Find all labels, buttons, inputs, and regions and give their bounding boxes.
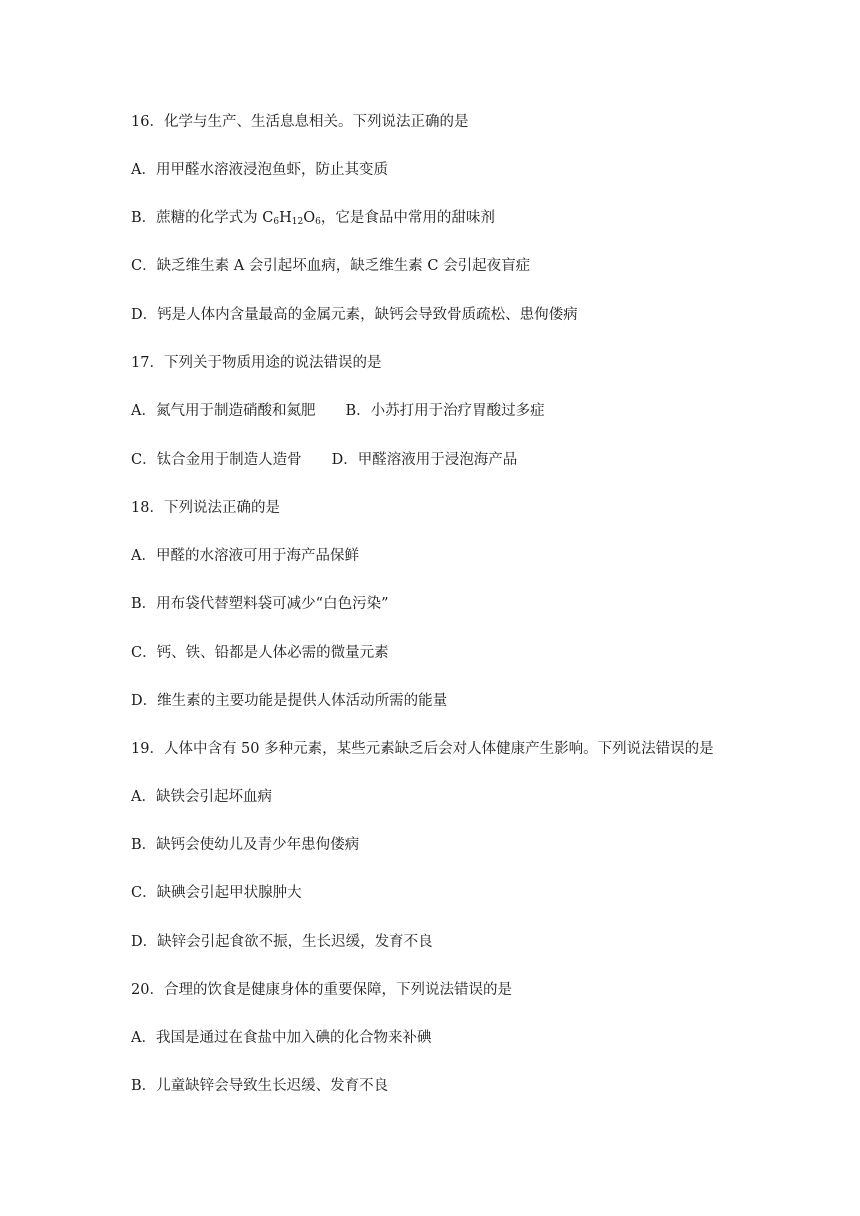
question-18-option-d: D．维生素的主要功能是提供人体活动所需的能量 xyxy=(131,693,448,709)
question-17-option-b: B．小苏打用于治疗胃酸过多症 xyxy=(345,403,545,419)
question-18-stem: 18．下列说法正确的是 xyxy=(131,500,280,516)
subscript-carbon: 6 xyxy=(273,217,280,227)
question-16-option-a: A．用甲醛水溶液浸泡鱼虾，防止其变质 xyxy=(131,162,388,178)
question-16-option-c: C．缺乏维生素 A 会引起坏血病，缺乏维生素 C 会引起夜盲症 xyxy=(131,258,531,274)
element-oxygen: O xyxy=(303,210,316,226)
subscript-hydrogen: 12 xyxy=(291,217,304,227)
question-17-stem: 17．下列关于物质用途的说法错误的是 xyxy=(131,355,382,371)
question-16-option-d: D．钙是人体内含量最高的金属元素，缺钙会导致骨质疏松、患佝偻病 xyxy=(131,307,578,323)
question-19-option-a: A．缺铁会引起坏血病 xyxy=(131,789,272,805)
question-19-option-b: B．缺钙会使幼儿及青少年患佝偻病 xyxy=(131,837,360,853)
question-18-option-c: C．钙、铁、铅都是人体必需的微量元素 xyxy=(131,645,389,661)
question-17-option-d: D．甲醛溶液用于浸泡海产品 xyxy=(331,452,518,468)
option-b-text-start: B．蔗糖的化学式为 C xyxy=(131,210,274,226)
question-19-option-d: D．缺锌会引起食欲不振，生长迟缓，发育不良 xyxy=(131,934,433,950)
question-17-options-cd xyxy=(131,450,517,470)
question-17-option-a: A．氮气用于制造硝酸和氮肥 xyxy=(131,403,316,419)
question-20-option-b: B．儿童缺锌会导致生长迟缓、发育不良 xyxy=(131,1078,389,1094)
question-19-stem: 19．人体中含有 50 多种元素，某些元素缺乏后会对人体健康产生影响。下列说法错误的是 xyxy=(131,741,714,757)
question-19-option-c: C．缺碘会引起甲状腺肿大 xyxy=(131,885,302,901)
question-20-option-a: A．我国是通过在食盐中加入碘的化合物来补碘 xyxy=(131,1030,432,1046)
element-hydrogen: H xyxy=(279,210,292,226)
question-17-options-ab xyxy=(131,401,545,421)
question-18-option-a: A．甲醛的水溶液可用于海产品保鲜 xyxy=(131,548,359,564)
question-20-stem: 20．合理的饮食是健康身体的重要保障，下列说法错误的是 xyxy=(131,982,512,998)
option-b-text-end: ，它是食品中常用的甜味剂 xyxy=(320,210,495,226)
question-16-option-b xyxy=(131,208,495,228)
question-17-option-c: C．钛合金用于制造人造骨 xyxy=(131,452,302,468)
question-16-stem: 16．化学与生产、生活息息相关。下列说法正确的是 xyxy=(131,114,469,130)
question-18-option-b: B．用布袋代替塑料袋可减少“白色污染” xyxy=(131,596,389,612)
subscript-oxygen: 6 xyxy=(315,217,321,227)
